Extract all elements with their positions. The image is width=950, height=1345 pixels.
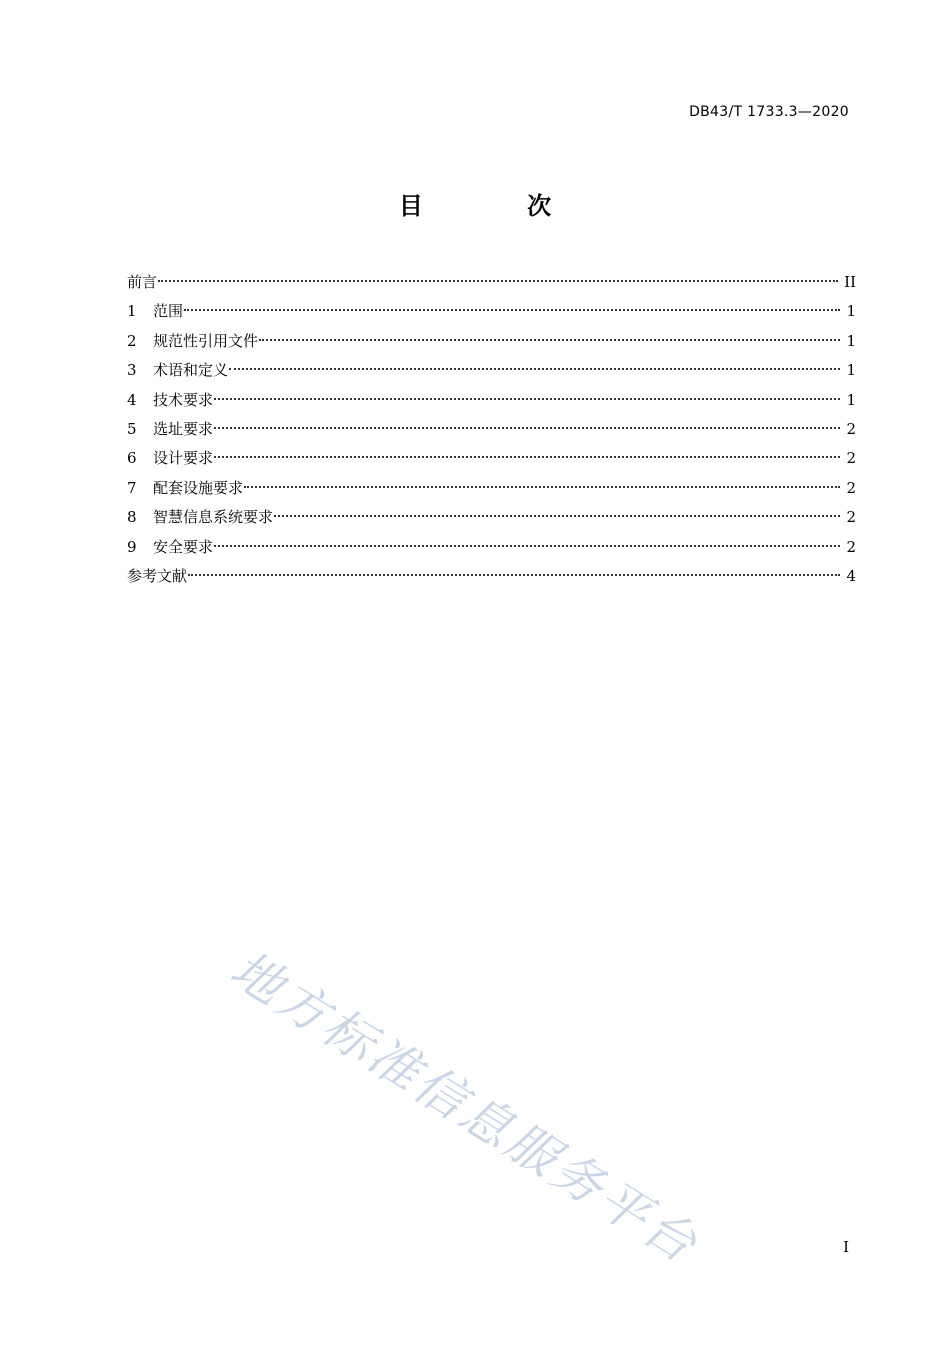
toc-dot-leader bbox=[214, 427, 840, 429]
toc-entry-number: 9 bbox=[127, 537, 137, 556]
toc-entry-number: 5 bbox=[127, 419, 137, 438]
toc-entry-label: 技术要求 bbox=[153, 390, 214, 409]
toc-dot-leader bbox=[259, 339, 840, 341]
toc-entry-foreword[interactable] bbox=[127, 268, 856, 297]
toc-entry-page: 1 bbox=[846, 390, 856, 409]
toc-entry-label: 智慧信息系统要求 bbox=[153, 508, 274, 527]
toc-entry-page: 2 bbox=[846, 478, 856, 497]
toc-entry-2[interactable] bbox=[127, 327, 856, 356]
toc-entry-label: 配套设施要求 bbox=[153, 478, 244, 497]
toc-dot-leader bbox=[229, 368, 840, 370]
toc-entry-bibliography[interactable] bbox=[127, 562, 856, 591]
toc-entry-label: 设计要求 bbox=[153, 449, 214, 468]
toc-entry-page: 2 bbox=[846, 419, 856, 438]
toc-dot-leader bbox=[244, 486, 840, 488]
toc-entry-7[interactable] bbox=[127, 474, 856, 503]
toc-entry-page: II bbox=[844, 273, 856, 291]
toc-entry-1[interactable] bbox=[127, 297, 856, 326]
toc-entry-page: 1 bbox=[846, 331, 856, 350]
toc-entry-number: 6 bbox=[127, 449, 137, 468]
toc-entry-5[interactable] bbox=[127, 415, 856, 444]
toc-entry-label: 范围 bbox=[153, 302, 184, 321]
toc-dot-leader bbox=[188, 574, 840, 576]
watermark: 地方标准信息服务平台 bbox=[220, 939, 710, 1276]
toc-entry-label: 前言 bbox=[127, 273, 158, 291]
toc-entry-9[interactable] bbox=[127, 533, 856, 562]
toc-list bbox=[127, 268, 856, 591]
toc-title: 目 次 bbox=[398, 192, 600, 220]
toc-entry-number: 2 bbox=[127, 331, 137, 350]
toc-entry-label: 规范性引用文件 bbox=[153, 331, 259, 350]
toc-dot-leader bbox=[158, 280, 838, 282]
toc-entry-6[interactable] bbox=[127, 444, 856, 473]
toc-entry-3[interactable] bbox=[127, 356, 856, 385]
toc-entry-8[interactable] bbox=[127, 503, 856, 532]
toc-entry-number: 3 bbox=[127, 361, 137, 380]
toc-entry-number: 7 bbox=[127, 478, 137, 497]
toc-entry-number: 4 bbox=[127, 390, 137, 409]
toc-entry-page: 1 bbox=[846, 361, 856, 380]
toc-entry-page: 2 bbox=[846, 508, 856, 527]
toc-entry-page: 2 bbox=[846, 449, 856, 468]
toc-entry-label: 安全要求 bbox=[153, 537, 214, 556]
toc-entry-number: 8 bbox=[127, 508, 137, 527]
toc-entry-label: 选址要求 bbox=[153, 419, 214, 438]
toc-entry-4[interactable] bbox=[127, 386, 856, 415]
toc-entry-page: 1 bbox=[846, 302, 856, 321]
toc-dot-leader bbox=[214, 456, 840, 458]
toc-entry-page: 2 bbox=[846, 537, 856, 556]
toc-dot-leader bbox=[274, 515, 840, 517]
page-number: I bbox=[843, 1238, 849, 1256]
toc-entry-label: 术语和定义 bbox=[153, 361, 229, 380]
toc-dot-leader bbox=[184, 309, 840, 311]
toc-entry-page: 4 bbox=[846, 566, 856, 585]
toc-dot-leader bbox=[214, 398, 840, 400]
toc-dot-leader bbox=[214, 545, 840, 547]
toc-entry-number: 1 bbox=[127, 302, 137, 321]
toc-entry-label: 参考文献 bbox=[127, 566, 188, 585]
document-code: DB43/T 1733.3—2020 bbox=[689, 104, 849, 120]
